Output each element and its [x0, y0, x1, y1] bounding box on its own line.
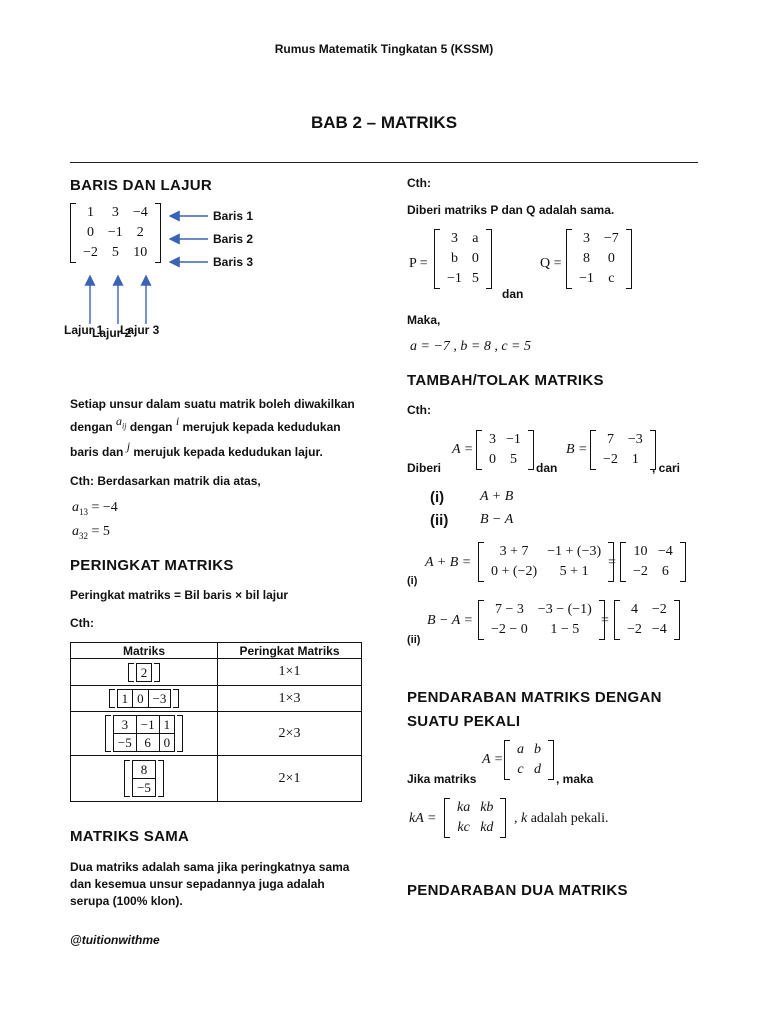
matrix-entry: ka [457, 800, 471, 815]
heading-peringkat: PERINGKAT MATRIKS [70, 557, 234, 574]
matrix-entry: d [534, 762, 541, 777]
matrix-entry: −1 [107, 225, 123, 240]
aij-sub: ij [122, 421, 127, 431]
table-matrix-1 [128, 663, 161, 682]
question-i-label: (i) [430, 489, 445, 506]
matrix-Q [566, 229, 632, 289]
solution-i-matrix-2-wrap [620, 542, 686, 582]
matrix-entry: 6 [661, 564, 669, 579]
table-row [71, 659, 362, 686]
matrix-entry: 0 [489, 452, 496, 467]
matrix-kA-wrap [444, 798, 506, 838]
matrix-entry: −4 [651, 622, 667, 637]
solution-ii-equals: = [601, 613, 609, 628]
matrix-entry: 3 [111, 205, 119, 220]
solution-i-matrix-1-wrap [478, 542, 614, 582]
P-label: P = [409, 256, 428, 271]
row-label-3: Baris 3 [213, 255, 254, 269]
matrix-grid [598, 430, 648, 470]
diberi-pq-text: Diberi matriks P dan Q adalah sama. [407, 203, 615, 217]
matrix-entry: 1 [86, 205, 94, 220]
document-header: Rumus Matematik Tingkatan 5 (KSSM) [274, 42, 494, 56]
matrix-entry: 2 [136, 663, 152, 681]
maka-text: Maka, [407, 313, 441, 327]
table-row [71, 686, 362, 712]
matrix-entry: 1 [159, 716, 175, 734]
cth-label-1: Cth: [407, 176, 431, 190]
solution-ii-matrix-2 [614, 600, 680, 640]
solution-ii-matrix-2-wrap [614, 600, 680, 640]
solution-i-matrix-1 [478, 542, 614, 582]
matrix-entry: 0 [607, 251, 615, 266]
title-divider [70, 162, 698, 163]
matrix-entry: 2 [136, 225, 144, 240]
matrix-entry: −2 [633, 564, 648, 579]
heading-pendaraban-pekali [407, 686, 662, 734]
matrix-grid [117, 689, 172, 708]
question-ii-expr: B − A [480, 512, 514, 527]
cari-text: , cari [652, 461, 681, 475]
A-label: A = [452, 442, 474, 457]
matrix-grid [484, 430, 526, 470]
matrix-entry: 7 [606, 432, 614, 447]
matrix-grid [113, 715, 175, 752]
element-a32: $a_{32} = 5$ [72, 524, 110, 541]
Q-label: Q = [540, 256, 562, 271]
matrix-entry: −1 [447, 271, 462, 286]
matrix-grid [132, 760, 156, 797]
matrix-B-wrap [590, 430, 656, 470]
matrix-entry: −3 − (−1) [537, 602, 592, 617]
matrix-entry: 3 [113, 716, 136, 734]
heading-pekali-line-2: SUATU PEKALI [407, 713, 521, 730]
para-line-2 [70, 414, 341, 436]
index-j: j [126, 439, 131, 453]
matrix-entry: −1 [579, 271, 594, 286]
matriks-sama-paragraph [70, 859, 349, 910]
heading-tambah-tolak: TAMBAH/TOLAK MATRIKS [407, 372, 604, 389]
matrix-entry: 0 [133, 690, 149, 708]
matrix-entry: −2 − 0 [491, 622, 528, 637]
matrix-entry: b [450, 251, 458, 266]
solution-i-lhs: A + B = [425, 555, 472, 570]
col-label-3: Lajur 3 [120, 323, 160, 337]
matrix-entry: 1 [631, 452, 639, 467]
table-matrix-3 [105, 715, 183, 752]
table-matrix-2 [109, 689, 180, 708]
matrix-entry: 3 [450, 231, 458, 246]
matrix-entry: 5 [111, 245, 119, 260]
matrix-general-A [504, 740, 554, 780]
row-label-2: Baris 2 [213, 232, 254, 246]
pekali-note: , k adalah pekali. [514, 811, 609, 826]
footer-handle: @tuitionwithme [70, 933, 160, 947]
matrix-entry: 4 [630, 602, 638, 617]
matrix-entry: −2 [627, 622, 642, 637]
matrix-entry: 8 [582, 251, 590, 266]
cth-label: Cth: [70, 616, 94, 630]
solution-i-matrix-2 [620, 542, 686, 582]
dan-text: dan [502, 287, 524, 301]
matrix-entry: c [517, 762, 524, 777]
kA-label: kA = [409, 811, 437, 826]
solution-ii-lhs: B − A = [427, 613, 473, 628]
matrix-A-wrap [476, 430, 534, 470]
matrix-grid [622, 600, 672, 640]
matrix-entry: −5 [113, 734, 136, 752]
matrix-A2-wrap [504, 740, 554, 780]
matrix-entry: 6 [136, 734, 159, 752]
matrix-entry: 1 [117, 690, 133, 708]
matrix-entry: 5 + 1 [559, 564, 589, 579]
matrix-Q-wrap [566, 229, 632, 289]
row-col-arrows [60, 200, 220, 340]
matrix-entry: 0 [159, 734, 175, 752]
question-i-expr: A + B [480, 489, 514, 504]
matrix-entry: −1 + (−3) [547, 544, 602, 559]
matrix-entry: 3 [582, 231, 590, 246]
maka-text-2: , maka [556, 772, 594, 786]
heading-pekali-line-1: PENDARABAN MATRIKS DENGAN [407, 689, 662, 706]
matrix-entry: 8 [133, 761, 156, 779]
col-label-1: Lajur 1 [64, 323, 104, 337]
col-label-2: Lajur 2 [92, 326, 132, 340]
dan-text-2: dan [536, 461, 558, 475]
solution-ii-matrix-1-wrap [478, 600, 605, 640]
maka-equation: a = −7 , b = 8 , c = 5 [410, 339, 532, 354]
matrix-entry: 10 [133, 245, 148, 260]
matrix-entry: a [517, 742, 524, 757]
rank-table-header-peringkat: Peringkat Matriks [218, 643, 362, 659]
index-i: i [175, 414, 180, 428]
cth-text: Cth: Berdasarkan matrik dia atas, [70, 474, 261, 488]
sama-line-1: Dua matriks adalah sama jika peringkatnya sama [70, 860, 350, 874]
matrix-entry: −4 [657, 544, 673, 559]
rank-table-header-matriks: Matriks [71, 643, 218, 659]
matrix-entry: −4 [132, 205, 148, 220]
matrix-entry: −2 [651, 602, 667, 617]
page-title: BAB 2 – MATRIKS [310, 113, 458, 132]
jika-matriks-text: Jika matriks [407, 772, 477, 786]
matrix-P [434, 229, 492, 289]
solution-i-equals: = [608, 555, 616, 570]
rank-value: 1×1 [218, 659, 362, 686]
matrix-entry: −5 [133, 779, 156, 797]
row-label-1: Baris 1 [213, 209, 254, 223]
rank-value: 2×1 [218, 756, 362, 802]
matrix-P-wrap [434, 229, 492, 289]
table-row [71, 756, 362, 802]
matrix-entry: 1 − 5 [550, 622, 580, 637]
solution-i-label: (i) [407, 575, 418, 587]
aij-a: a [116, 414, 123, 428]
para-line-1: Setiap unsur dalam suatu matrik boleh diwakilkan [70, 397, 355, 411]
heading-pendaraban-dua: PENDARABAN DUA MATRIKS [407, 882, 628, 899]
sama-line-3: serupa (100% klon). [70, 894, 183, 908]
table-row [71, 712, 362, 756]
matrix-entry: 3 [489, 432, 496, 447]
matrix-entry: kb [480, 800, 494, 815]
text-baris-dan: baris dan [70, 445, 124, 459]
text-merujuk-2: merujuk kepada kedudukan lajur. [133, 445, 323, 459]
question-ii-label: (ii) [430, 512, 449, 529]
solution-ii-matrix-1 [478, 600, 605, 640]
matrix-entry: kd [480, 820, 494, 835]
text-dengan-2: dengan [129, 420, 173, 434]
solution-ii-label: (ii) [407, 634, 421, 646]
matrix-A [476, 430, 534, 470]
sama-line-2: dan kesemua unsur sepadannya juga adalah [70, 877, 325, 891]
matrix-entry: −1 [136, 716, 159, 734]
matrix-grid [452, 798, 498, 838]
matrix-entry: −2 [603, 452, 618, 467]
matrix-entry: a [472, 231, 479, 246]
B-label: B = [566, 442, 588, 457]
rank-value: 1×3 [218, 686, 362, 712]
matrix-entry: 5 [509, 452, 517, 467]
table-matrix-4 [124, 760, 164, 797]
matrix-entry: 5 [471, 271, 479, 286]
rank-table [70, 642, 362, 802]
matrix-entry: c [608, 271, 615, 286]
matrix-entry: b [534, 742, 541, 757]
heading-matriks-sama: MATRIKS SAMA [70, 828, 190, 845]
matrix-entry: −3 [627, 432, 643, 447]
peringkat-formula: Peringkat matriks = Bil baris × bil lajur [70, 588, 289, 602]
matrix-entry: −2 [83, 245, 98, 260]
matrix-grid [574, 229, 624, 289]
matrix-entry: 0 [471, 251, 479, 266]
matrix-grid [486, 600, 597, 640]
matrix-entry: 7 − 3 [494, 602, 524, 617]
matrix-grid [136, 663, 153, 682]
heading-baris-dan-lajur: BARIS DAN LAJUR [70, 177, 213, 194]
rank-value: 2×3 [218, 712, 362, 756]
matrix-entry: 0 + (−2) [491, 564, 538, 579]
matrix-grid [486, 542, 606, 582]
matrix-grid [628, 542, 678, 582]
matrix-entry: 10 [633, 544, 648, 559]
matrix-entry: kc [457, 820, 470, 835]
cth-label-2: Cth: [407, 403, 431, 417]
para-line-3 [70, 439, 323, 460]
matrix-grid [512, 740, 546, 780]
diberi-text: Diberi [407, 461, 442, 475]
matrix-entry: −3 [148, 690, 171, 708]
matrix-grid [442, 229, 484, 289]
text-merujuk-1: merujuk kepada kedudukan [182, 420, 341, 434]
matrix-entry: 0 [86, 225, 94, 240]
matrix-kA [444, 798, 506, 838]
matrix-entry: −7 [603, 231, 619, 246]
A2-label: A = [482, 752, 504, 767]
text-dengan: dengan [70, 420, 113, 434]
matrix-entry: −1 [506, 432, 521, 447]
element-a13: $a_{13} = -4$ [72, 500, 118, 517]
matrix-B [590, 430, 656, 470]
matrix-entry: 3 + 7 [499, 544, 529, 559]
